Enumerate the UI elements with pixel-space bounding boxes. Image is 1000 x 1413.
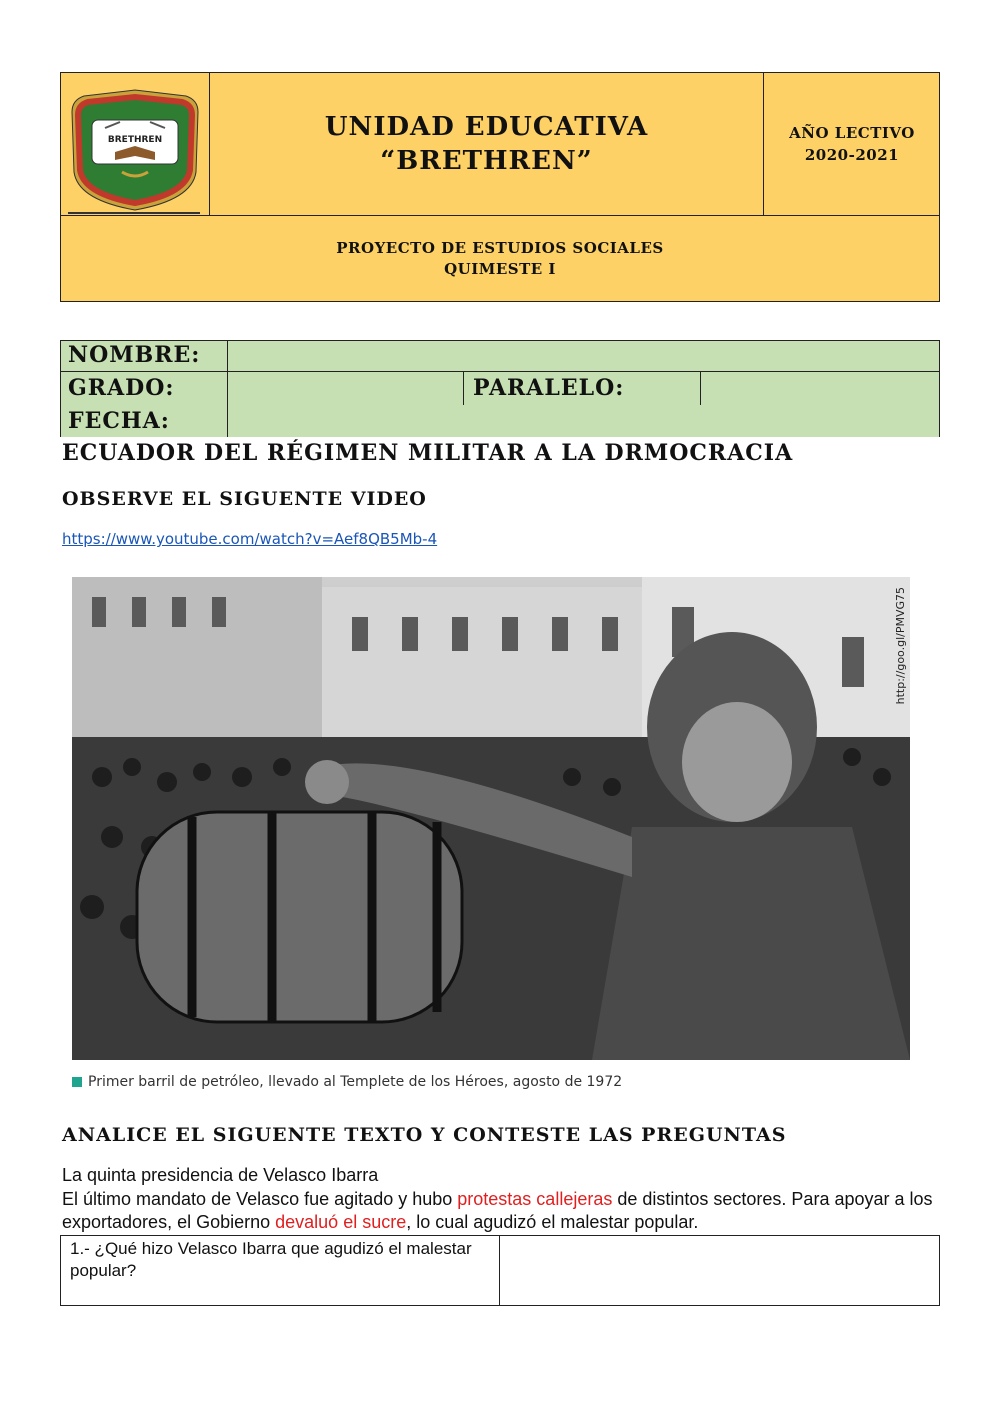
question-1: 1.- ¿Qué hizo Velasco Ibarra que agudizó el malestar popular? xyxy=(60,1235,500,1306)
info-divider xyxy=(700,371,701,405)
answer-1-field[interactable] xyxy=(501,1236,939,1305)
term-label: QUIMESTE I xyxy=(444,260,556,278)
reading-paragraph: El último mandato de Velasco fue agitado y hubo protestas callejeras de distintos sectores. Para apoyar a los exportadores, el Gobierno devaluó el sucre, lo cual agudizó el malestar popular. xyxy=(62,1189,933,1232)
info-divider xyxy=(463,371,464,405)
grade-field[interactable] xyxy=(229,373,461,405)
school-year-cell xyxy=(764,72,940,215)
photo-caption: Primer barril de petróleo, llevado al Templete de los Héroes, agosto de 1972 xyxy=(72,1074,622,1090)
photo-illustration xyxy=(72,577,910,1060)
grade-label: GRADO: xyxy=(68,375,175,401)
project-label: PROYECTO DE ESTUDIOS SOCIALES xyxy=(336,239,664,257)
page-title: ECUADOR DEL RÉGIMEN MILITAR A LA DRMOCRACIA xyxy=(62,440,794,466)
photo-credit: http://goo.gl/PMVG75 xyxy=(894,587,907,705)
video-heading: OBSERVE EL SIGUENTE VIDEO xyxy=(62,488,427,510)
year-value: 2020-2021 xyxy=(804,145,900,164)
parallel-field[interactable] xyxy=(702,373,938,405)
svg-text:BRETHREN: BRETHREN xyxy=(107,135,163,145)
date-label: FECHA: xyxy=(68,408,170,434)
date-field[interactable] xyxy=(229,407,938,437)
name-label: NOMBRE: xyxy=(68,342,201,368)
parallel-label: PARALELO: xyxy=(473,375,625,401)
info-divider xyxy=(60,371,940,372)
logo-cell xyxy=(60,72,210,215)
project-row xyxy=(60,215,940,302)
analyze-heading: ANALICE EL SIGUENTE TEXTO Y CONTESTE LAS PREGUNTAS xyxy=(62,1124,787,1146)
school-title-cell xyxy=(210,72,764,215)
paragraph-title: La quinta presidencia de Velasco Ibarra xyxy=(62,1165,379,1185)
video-link[interactable]: https://www.youtube.com/watch?v=Aef8QB5Mb-4 xyxy=(62,530,438,548)
highlight-devaluo: devaluó el sucre xyxy=(275,1212,407,1232)
highlight-protestas: protestas callejeras xyxy=(457,1189,613,1209)
name-field[interactable] xyxy=(229,342,938,370)
info-divider xyxy=(227,340,228,437)
caption-marker xyxy=(72,1077,82,1087)
school-title: UNIDAD EDUCATIVA “BRETHREN” xyxy=(324,111,649,176)
school-crest-icon xyxy=(60,72,210,215)
year-label: AÑO LECTIVO xyxy=(789,123,915,142)
historical-photo xyxy=(72,577,910,1060)
